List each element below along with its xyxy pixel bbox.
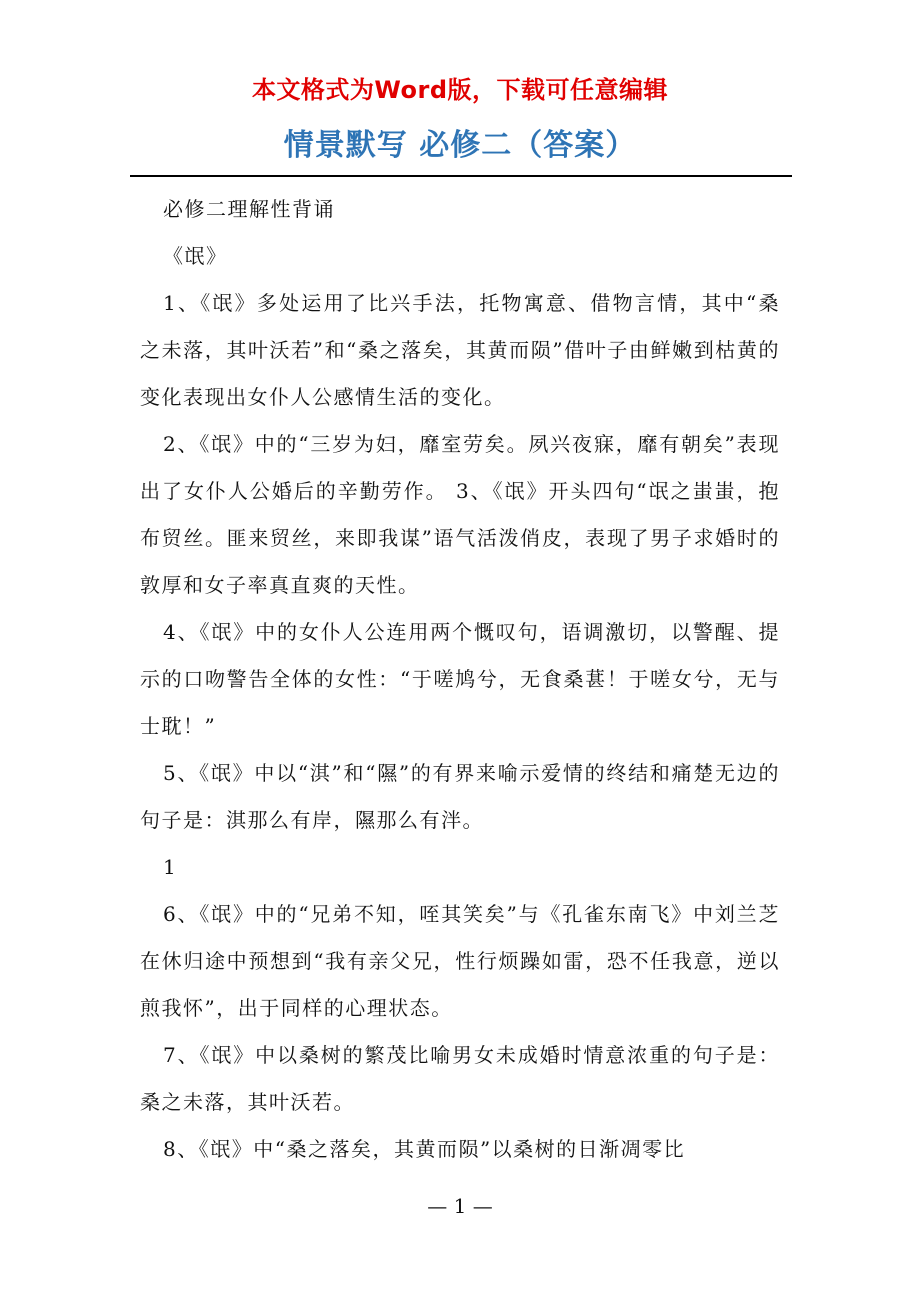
paragraph: 8、《氓》中“桑之落矣，其黄而陨”以桑树的日渐凋零比 — [163, 1137, 686, 1161]
document-body — [140, 186, 780, 1173]
paragraph: 5、《氓》中以“淇”和“隰”的有界来喻示爱情的终结和痛楚无边的句子是：淇那么有岸，隰那么有泮。 — [140, 761, 780, 832]
document-title: 情景默写 必修二（答案） — [283, 128, 637, 163]
section-heading: 必修二理解性背诵 — [163, 197, 335, 221]
paragraph: 7、《氓》中以桑树的繁茂比喻男女未成婚时情意浓重的句子是：桑之未落，其叶沃若。 — [140, 1043, 780, 1114]
paragraph: 1、《氓》多处运用了比兴手法，托物寓意、借物言情，其中“桑之未落，其叶沃若”和“桑之落矣，其黄而陨”借叶子由鲜嫩到枯黄的变化表现出女仆人公感情生活的变化。 — [140, 291, 780, 409]
title-divider — [130, 175, 792, 177]
paragraph: 4、《氓》中的女仆人公连用两个慨叹句，语调激切，以警醒、提示的口吻警告全体的女性：“于嗟鸠兮，无食桑葚！于嗟女兮，无与士耽！” — [140, 620, 780, 738]
format-banner: 本文格式为Word版，下载可任意编辑 — [251, 76, 669, 104]
paragraph: 2、《氓》中的“三岁为妇，靡室劳矣。夙兴夜寐，靡有朝矣”表现出了女仆人公婚后的辛勤劳作。 3、《氓》开头四句“氓之蚩蚩，抱布贸丝。匪来贸丝，来即我谋”语气活泼俏皮，表现了男子求婚时的敦厚和女子率真直爽的天性。 — [140, 432, 780, 597]
page-footer: — 1 — — [427, 1194, 493, 1218]
inline-page-number: 1 — [163, 855, 178, 879]
poem-title: 《氓》 — [163, 244, 228, 268]
paragraph: 6、《氓》中的“兄弟不知，咥其笑矣”与《孔雀东南飞》中刘兰芝在休归途中预想到“我有亲父兄，性行烦躁如雷，恐不任我意，逆以煎我怀”，出于同样的心理状态。 — [140, 902, 780, 1020]
